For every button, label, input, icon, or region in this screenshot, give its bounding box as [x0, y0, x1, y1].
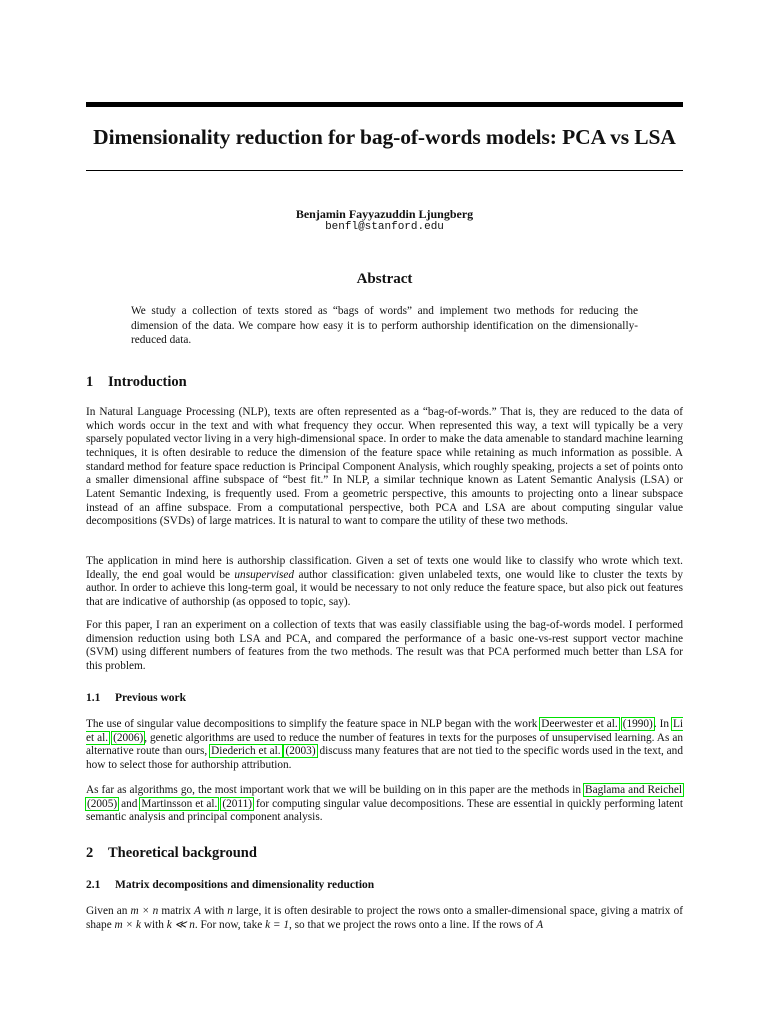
emphasis-text: unsupervised [234, 568, 295, 581]
subsection-title: Previous work [115, 692, 187, 704]
subsection-title: Matrix decompositions and dimensionality reduction [115, 879, 375, 891]
section-2-heading [86, 845, 257, 862]
section-number: 2 [86, 845, 94, 861]
abstract-heading: Abstract [356, 271, 413, 287]
text-span: with [141, 918, 167, 931]
text-span: and [118, 797, 141, 810]
title-top-rule [86, 102, 683, 107]
text-span: for computing singular value decompositions. These are essential in quickly performing latent semantic analysis and principal component analysis. [86, 797, 683, 824]
citation-year-link[interactable]: (2011) [222, 797, 253, 810]
text-span: , so that we project the rows onto a line. If the rows of [289, 918, 537, 931]
text-span: discuss many features that are not tied to the specific words used in the text, and how to select those for authorship attribution. [86, 745, 683, 771]
math-expression: k = 1 [265, 918, 289, 931]
text-span: large, it is often desirable to project the rows onto a smaller-dimensional space, giving a matrix of shape [86, 905, 683, 931]
intro-paragraph-1: In Natural Language Processing (NLP), texts are often represented as a “bag-of-words.” That is, they are reduced to the data of which words occur in the text and with what frequency they occur. When represented this way, a text will typically be a very sparsely populated vector living in a very high-dimensional space. In order to make the data amenable to standard machine learning techniques, it is often desirable to reduce the dimension of the feature space while retaining as much information as possible. A standard method for feature space reduction is Principal Component Analysis, which roughly speaking, projects a set of points onto a smaller dimensional affine subspace of “best fit.” In NLP, a similar technique known as Latent Semantic Analysis (LSA) or Latent Semantic Indexing, is frequently used. From a geometric perspective, this amounts to projecting onto a linear subspace instead of an affine subspace. From a computational perspective, both PCA and LSA are about computing singular value decompositions (SVDs) of large matrices. It is natural to want to compare the utility of these two methods. [86, 406, 683, 528]
citation-year-link[interactable]: (1990) [622, 718, 653, 730]
text-span: . For now, take [194, 918, 266, 931]
text-span: author classification: given unlabeled texts, one would like to cluster the texts by author. In order to achieve this long-term goal, it would be necessary to not only reduce the feature space, but also pick out features that are indicative of authorship (as opposed to topic, say). [86, 568, 683, 608]
subsection-2-1-heading [86, 879, 374, 891]
subsection-1-1-heading [86, 692, 186, 704]
previous-work-paragraph-1 [86, 718, 683, 773]
text-span: The use of singular value decompositions to simplify the feature space in NLP began with the work [86, 718, 541, 730]
math-expression: k ≪ n [166, 918, 195, 931]
math-expression: m × k [114, 918, 141, 931]
math-expression: n [227, 905, 233, 917]
paper-title: Dimensionality reduction for bag-of-words models: PCA vs LSA [93, 125, 676, 149]
text-span: . In [653, 718, 672, 730]
text-span: , genetic algorithms are used to reduce the number of features in texts for the purposes of unsupervised learning. As an alternative route than ours, [86, 731, 683, 758]
citation-link[interactable]: Li et al. [86, 718, 683, 744]
title-bottom-rule [86, 170, 683, 171]
intro-paragraph-3: For this paper, I ran an experiment on a collection of texts that was easily classifiable using the bag-of-words model. I performed dimension reduction using both LSA and PCA, and compared the performance of a basic one-vs-rest support vector machine (SVM) using different numbers of features from the two methods. The result was that PCA performed much better than LSA for this problem. [86, 619, 683, 672]
math-expression: A [194, 905, 201, 917]
section-1-heading [86, 374, 187, 391]
author-email: benfl@stanford.edu [325, 221, 444, 233]
citation-year-link[interactable]: (2003) [285, 745, 316, 758]
intro-paragraph-2 [86, 555, 683, 610]
text-span: matrix [158, 905, 195, 917]
citation-link[interactable]: Martinsson et al. [141, 797, 218, 810]
citation-link[interactable]: Deerwester et al. [541, 718, 618, 730]
text-span: The application in mind here is authorship classification. Given a set of texts one would like to classify who wrote which text. Ideally, the end goal would be [86, 555, 683, 581]
abstract-text: We study a collection of texts stored as “bags of words” and implement two methods for reducing the dimension of the data. We compare how easy it is to perform authorship identification on the dimensionally-reduced data. [131, 305, 638, 347]
text-span: Given an [86, 905, 131, 917]
section-title: Theoretical background [108, 845, 257, 861]
citation-link[interactable]: Baglama and Reichel [585, 784, 682, 796]
citation-year-link[interactable]: (2006) [113, 731, 144, 744]
subsection-number: 1.1 [86, 692, 101, 704]
math-expression: m × n [130, 905, 159, 917]
author-name: Benjamin Fayyazuddin Ljungberg [295, 207, 474, 221]
math-expression: A [536, 918, 544, 931]
section-title: Introduction [108, 374, 187, 390]
section-number: 1 [86, 374, 94, 390]
text-span: with [200, 905, 228, 917]
previous-work-paragraph-2 [86, 784, 683, 825]
matrix-paragraph [86, 905, 683, 932]
citation-year-link[interactable]: (2005) [87, 797, 118, 810]
citation-link[interactable]: Diederich et al. [211, 745, 281, 758]
text-span: As far as algorithms go, the most important work that we will be building on in this paper are the methods in [86, 784, 585, 796]
subsection-number: 2.1 [86, 879, 101, 891]
